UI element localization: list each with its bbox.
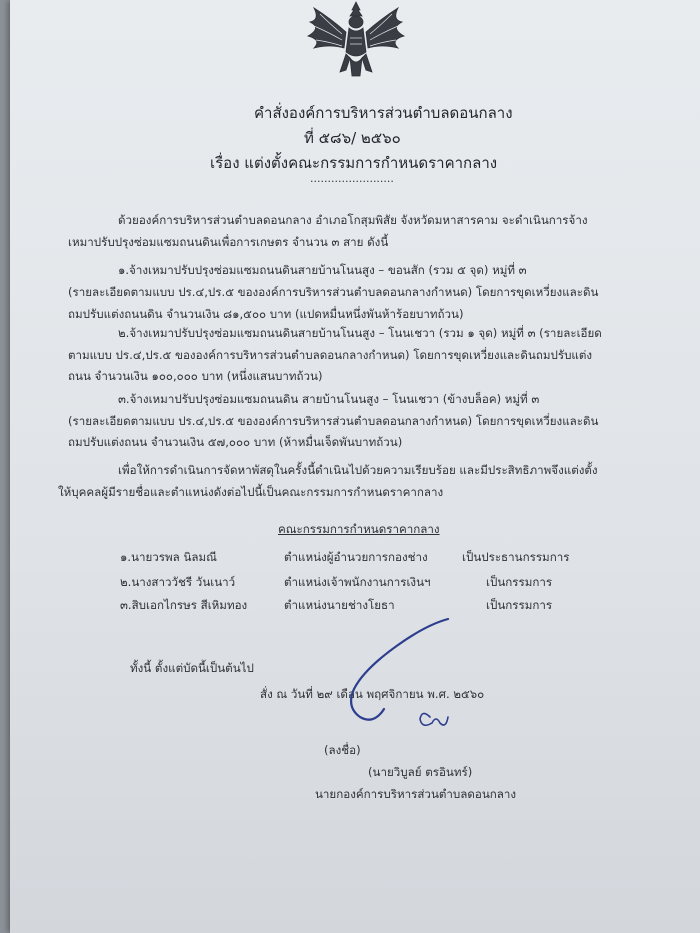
order-number: ที่ ๕๘๖/ ๒๕๖๐ <box>304 129 401 147</box>
effective-statement: ทั้งนี้ ตั้งแต่บัดนี้เป็นต้นไป <box>130 661 254 675</box>
committee-heading: คณะกรรมการกำหนดราคากลาง <box>278 522 440 536</box>
order-title: คำสั่งองค์การบริหารส่วนตำบลดอนกลาง <box>254 104 513 122</box>
item-2-line-1: ๒.จ้างเหมาปรับปรุงซ่อมแซมถนนดินสายบ้านโนนสูง – โนนเชวา (รวม ๑ จุด) หมู่ที่ ๓ (รายละเอียด <box>118 326 602 340</box>
purpose-line-2: ให้บุคคลผู้มีรายชื่อและตำแหน่งดังต่อไปนี้เป็นคณะกรรมการกำหนดราคากลาง <box>58 485 444 499</box>
member-2-name: ๒.นางสาววัชรี วันเนาว์ <box>120 575 236 589</box>
member-3-role: เป็นกรรมการ <box>486 598 553 612</box>
member-1-role: เป็นประธานกรรมการ <box>462 550 570 564</box>
item-3-line-2: (รายละเอียดตามแบบ ปร.๔,ปร.๕ ขององค์การบริหารส่วนตำบลดอนกลางกำหนด) โดยการขุดเหวี่ยงและดิน <box>68 414 599 428</box>
item-1-line-1: ๑.จ้างเหมาปรับปรุงซ่อมแซมถนนดินสายบ้านโนนสูง – ขอนสัก (รวม ๕ จุด) หมู่ที่ ๓ <box>118 263 527 277</box>
item-2-line-3: ถนน จำนวนเงิน ๑๐๐,๐๐๐ บาท (หนึ่งแสนบาทถ้วน) <box>68 369 323 383</box>
purpose-line-1: เพื่อให้การดำเนินการจัดหาพัสดุในครั้งนี้ดำเนินไปด้วยความเรียบร้อย และมีประสิทธิภาพจึงแต่งตั้ง <box>118 463 598 477</box>
handwritten-signature <box>330 605 470 745</box>
intro-line-2: เหมาปรับปรุงซ่อมแซมถนนดินเพื่อการเกษตร จำนวน ๓ สาย ดังนี้ <box>68 235 389 249</box>
order-date: สั่ง ณ วันที่ ๒๙ เดือน พฤศจิกายน พ.ศ. ๒๕๖๐ <box>260 687 485 701</box>
item-1-line-2: (รายละเอียดตามแบบ ปร.๔,ปร.๕ ขององค์การบริหารส่วนตำบลดอนกลางกำหนด) โดยการขุดเหวี่ยงและดิน <box>68 285 599 299</box>
member-1-name: ๑.นายวรพล นิลมณี <box>120 550 217 564</box>
signatory-title: นายกองค์การบริหารส่วนตำบลดอนกลาง <box>315 787 517 801</box>
garuda-emblem <box>300 0 412 80</box>
signatory-name: (นายวิบูลย์ ตรอินทร์) <box>368 765 473 779</box>
member-3-position: ตำแหน่งนายช่างโยธา <box>284 598 395 612</box>
signed-label: (ลงชื่อ) <box>324 743 361 757</box>
member-2-position: ตำแหน่งเจ้าพนักงานการเงินฯ <box>284 575 431 589</box>
item-3-line-3: ถมปรับแต่งถนน จำนวนเงิน ๕๗,๐๐๐ บาท (ห้าหมื่นเจ็ดพันบาทถ้วน) <box>68 435 403 449</box>
item-2-line-2: ตามแบบ ปร.๔,ปร.๕ ขององค์การบริหารส่วนตำบลดอนกลางกำหนด) โดยการขุดเหวี่ยงและดินถมปรับแต่ง <box>68 348 593 362</box>
item-1-line-3: ถมปรับแต่งถนนดิน จำนวนเงิน ๘๑,๕๐๐ บาท (แปดหมื่นหนึ่งพันห้าร้อยบาทถ้วน) <box>68 307 464 321</box>
title-separator: ........................ <box>310 172 394 185</box>
item-3-line-1: ๓.จ้างเหมาปรับปรุงซ่อมแซมถนนดิน สายบ้านโนนสูง – โนนเชวา (ข้างบล็อค) หมู่ที่ ๓ <box>118 392 540 406</box>
intro-line-1: ด้วยองค์การบริหารส่วนตำบลดอนกลาง อำเภอโกสุมพิสัย จังหวัดมหาสารคาม จะดำเนินการจ้าง <box>118 213 588 227</box>
member-3-name: ๓.สิบเอกไกรษร สีเหิมทอง <box>120 598 248 612</box>
member-1-position: ตำแหน่งผู้อำนวยการกองช่าง <box>284 550 428 564</box>
document-page <box>10 0 700 933</box>
member-2-role: เป็นกรรมการ <box>486 575 553 589</box>
order-subject: เรื่อง แต่งตั้งคณะกรรมการกำหนดราคากลาง <box>210 154 498 172</box>
